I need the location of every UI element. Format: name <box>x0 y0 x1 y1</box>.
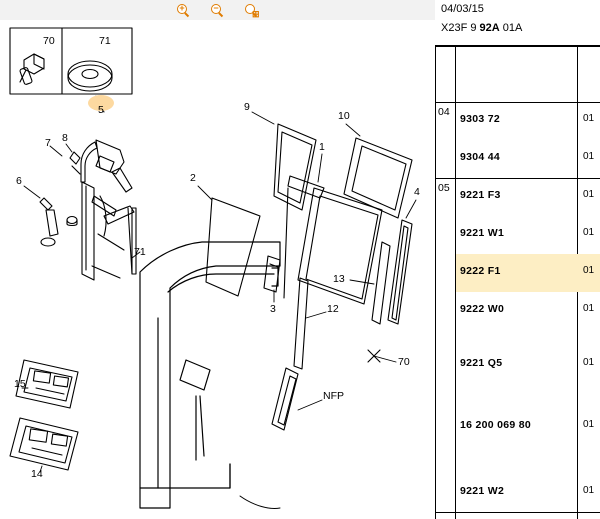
callout-70-lower: 70 <box>398 356 410 368</box>
part-number: 9303 72 <box>460 113 501 125</box>
callout-2: 2 <box>190 172 196 184</box>
table-row[interactable] <box>456 408 600 446</box>
nfp-strip <box>272 368 298 430</box>
reference-prefix: X23F 9 <box>441 22 480 34</box>
part-quantity: 01 <box>583 151 595 162</box>
table-row[interactable] <box>456 292 600 330</box>
part-number: 9222 F1 <box>460 265 501 277</box>
part-quantity: 01 <box>583 265 595 276</box>
part-quantity: 01 <box>583 113 595 124</box>
part-number: 9222 W0 <box>460 303 505 315</box>
group-code-05: 05 <box>438 182 450 194</box>
part-quantity: 01 <box>583 485 595 496</box>
part-number: 9221 W2 <box>460 485 505 497</box>
callout-3: 3 <box>270 303 276 315</box>
callout-7: 7 <box>45 137 51 149</box>
window-regulator-assembly <box>81 140 136 280</box>
callout-70: 70 <box>43 35 55 47</box>
magnifier-fit-icon: ⊞ <box>245 4 258 17</box>
mirror-glass-10 <box>344 138 412 218</box>
door-shell <box>140 242 280 509</box>
callout-71: 71 <box>99 35 111 47</box>
quarter-glass-2 <box>206 198 260 296</box>
parts-table <box>435 46 600 519</box>
part-number: 9221 Q5 <box>460 357 503 369</box>
zoom-toolbar <box>0 0 435 21</box>
callout-5: 5 <box>98 104 104 116</box>
fastener-group <box>40 152 80 246</box>
table-row[interactable] <box>456 216 600 254</box>
diagram-vector <box>0 20 435 519</box>
screw-70-bottom <box>368 350 396 362</box>
exploded-diagram[interactable] <box>0 20 435 519</box>
weatherstrip-13 <box>372 242 390 324</box>
header-reference <box>441 22 522 34</box>
callout-15: 15 <box>14 378 26 390</box>
callout-nfp: NFP <box>323 390 344 402</box>
part-number: 9221 W1 <box>460 227 505 239</box>
part-number: 9304 44 <box>460 151 501 163</box>
callout-14: 14 <box>31 468 43 480</box>
zoom-out-button[interactable] <box>206 2 230 18</box>
callout-71-lower: 71 <box>134 246 146 258</box>
callout-6: 6 <box>16 175 22 187</box>
callout-10: 10 <box>338 110 350 122</box>
callout-9: 9 <box>244 101 250 113</box>
channel-strip-12 <box>294 278 308 369</box>
reference-bold: 92A <box>479 22 500 34</box>
part-quantity: 01 <box>583 189 595 200</box>
header-date: 04/03/15 <box>441 3 484 15</box>
part-number: 9221 F3 <box>460 189 501 201</box>
table-row-selected[interactable] <box>456 254 600 292</box>
reference-suffix: 01A <box>499 22 523 34</box>
part-quantity: 01 <box>583 419 595 430</box>
switch-panel-14 <box>10 418 78 470</box>
group-code-04: 04 <box>438 106 450 118</box>
callout-12: 12 <box>327 303 339 315</box>
table-row[interactable] <box>456 140 600 178</box>
document-header <box>435 0 600 46</box>
quarter-glass-seal-9 <box>274 124 316 210</box>
zoom-in-button[interactable] <box>172 2 196 18</box>
table-row[interactable] <box>456 178 600 216</box>
callout-8: 8 <box>62 132 68 144</box>
part-number: 16 200 069 80 <box>460 419 532 431</box>
table-row[interactable] <box>456 102 600 140</box>
callout-4: 4 <box>414 186 420 198</box>
magnifier-plus-icon: + <box>177 4 190 17</box>
part-quantity: 01 <box>583 357 595 368</box>
table-row[interactable] <box>456 474 600 512</box>
part-quantity: 01 <box>583 303 595 314</box>
part-quantity: 01 <box>583 227 595 238</box>
magnifier-minus-icon: − <box>211 4 224 17</box>
callout-13: 13 <box>333 273 345 285</box>
zoom-fit-button[interactable] <box>240 2 264 18</box>
table-row[interactable] <box>456 346 600 384</box>
run-channel-4 <box>388 220 412 324</box>
callout-1: 1 <box>319 141 325 153</box>
